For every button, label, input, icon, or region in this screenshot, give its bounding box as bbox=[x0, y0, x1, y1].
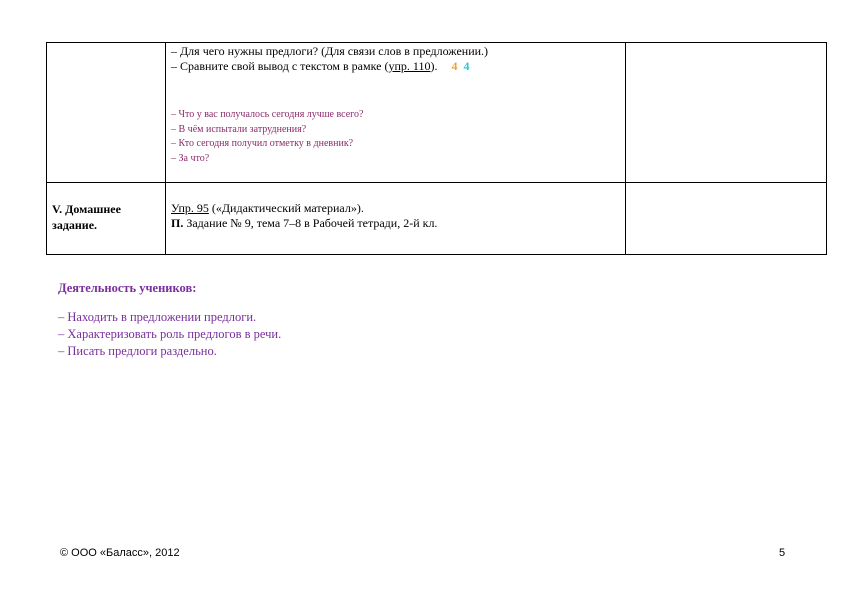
cyan-badge: 4 bbox=[463, 59, 470, 73]
notes-cell bbox=[626, 43, 827, 183]
content-cell bbox=[166, 43, 626, 183]
reflection-item: – Что у вас получалось сегодня лучше всего? bbox=[171, 109, 364, 120]
compare-text: – Сравните свой вывод с текстом в рамке ( bbox=[171, 59, 389, 73]
reflection-questions bbox=[171, 108, 620, 166]
notes-text bbox=[626, 43, 826, 44]
task-text: («Дидактический материал»). bbox=[208, 201, 364, 215]
task-marker: П. bbox=[171, 216, 184, 230]
content-cell bbox=[166, 183, 626, 255]
compare-text-end: ). bbox=[430, 59, 438, 73]
list-item: – Писать предлоги раздельно. bbox=[58, 344, 217, 358]
stage-label bbox=[47, 43, 165, 61]
question-line: – Для чего нужны предлоги? (Для связи слов в предложении.) bbox=[171, 44, 489, 58]
homework-task-1 bbox=[171, 201, 620, 216]
list-item: – Характеризовать роль предлогов в речи. bbox=[58, 327, 282, 341]
stage-cell bbox=[47, 43, 166, 183]
footer-copyright: © ООО «Баласс», 2012 bbox=[60, 547, 180, 559]
reflection-item: – В чём испытали затруднения? bbox=[171, 123, 307, 135]
stage-label bbox=[47, 183, 165, 233]
exercise-ref: упр. 110 bbox=[388, 59, 431, 73]
task-text: Задание № 9, тема 7–8 в Рабочей тетради, 2-й кл. bbox=[183, 216, 438, 230]
table-row bbox=[47, 43, 827, 183]
orange-badge: 4 bbox=[451, 59, 458, 73]
reflection-item: – Кто сегодня получил отметку в дневник? bbox=[171, 138, 354, 149]
stage-cell bbox=[47, 183, 166, 255]
notes-text bbox=[626, 183, 826, 201]
reflection-item: – За что? bbox=[171, 152, 210, 164]
stage-subtitle: задание. bbox=[52, 218, 98, 232]
notes-cell bbox=[626, 183, 827, 255]
exercise-ref: Упр. 95 bbox=[171, 201, 209, 215]
lesson-table bbox=[46, 42, 827, 255]
list-item: – Находить в предложении предлоги. bbox=[58, 310, 257, 324]
stage-title: V. Домашнее bbox=[52, 202, 121, 216]
table-row bbox=[47, 183, 827, 255]
student-activity bbox=[58, 281, 281, 360]
page-number: 5 bbox=[779, 547, 786, 559]
activity-title: Деятельность учеников: bbox=[58, 281, 197, 295]
compare-line bbox=[171, 59, 620, 74]
homework-task-2 bbox=[171, 216, 620, 231]
